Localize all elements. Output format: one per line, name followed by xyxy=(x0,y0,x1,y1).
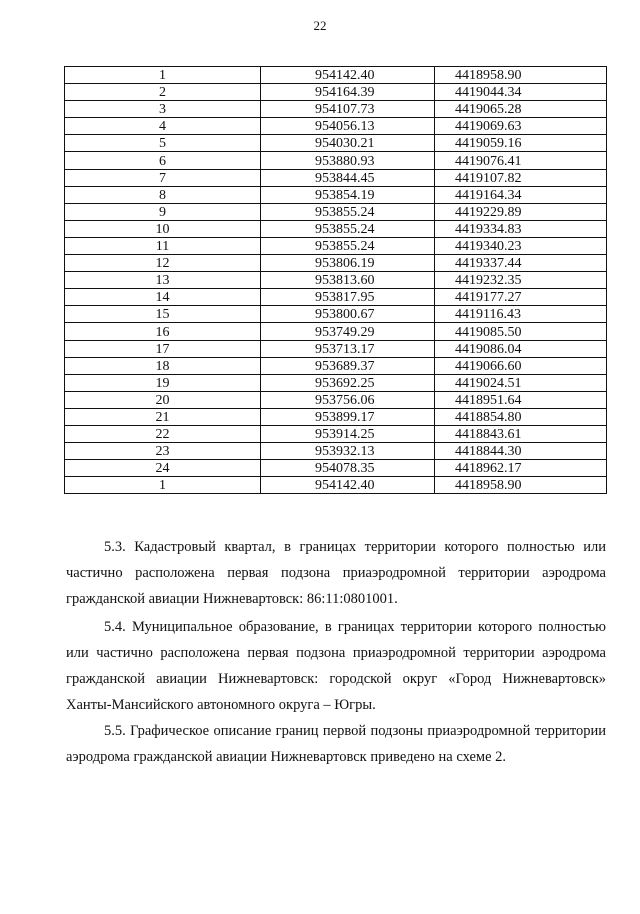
x-coordinate-cell: 953713.17 xyxy=(261,340,435,357)
point-number-cell: 17 xyxy=(65,340,261,357)
x-coordinate-cell: 953844.45 xyxy=(261,169,435,186)
page-number: 22 xyxy=(313,18,327,33)
table-row xyxy=(65,237,607,254)
table-row xyxy=(65,135,607,152)
y-coordinate-cell: 4419164.34 xyxy=(435,186,607,203)
paragraph-5-3: 5.3. Кадастровый квартал, в границах территории которого полностью или частично расположена первая подзона приаэродромной территории аэродрома гражданской авиации Нижневартовск: 86:11:0801001. xyxy=(66,539,606,607)
point-number-cell: 2 xyxy=(65,84,261,101)
table-row xyxy=(65,101,607,118)
point-number-cell: 1 xyxy=(65,477,261,494)
y-coordinate-cell: 4419116.43 xyxy=(435,306,607,323)
table-row xyxy=(65,84,607,101)
table-row xyxy=(65,477,607,494)
point-number-cell: 9 xyxy=(65,203,261,220)
table-row xyxy=(65,220,607,237)
x-coordinate-cell: 953817.95 xyxy=(261,289,435,306)
x-coordinate-cell: 953880.93 xyxy=(261,152,435,169)
point-number-cell: 14 xyxy=(65,289,261,306)
point-number-cell: 12 xyxy=(65,255,261,272)
y-coordinate-cell: 4419177.27 xyxy=(435,289,607,306)
table-row xyxy=(65,67,607,84)
point-number-cell: 19 xyxy=(65,374,261,391)
y-coordinate-cell: 4418854.80 xyxy=(435,408,607,425)
point-number-cell: 5 xyxy=(65,135,261,152)
y-coordinate-cell: 4419337.44 xyxy=(435,255,607,272)
x-coordinate-cell: 953800.67 xyxy=(261,306,435,323)
x-coordinate-cell: 954078.35 xyxy=(261,460,435,477)
point-number-cell: 6 xyxy=(65,152,261,169)
y-coordinate-cell: 4419044.34 xyxy=(435,84,607,101)
x-coordinate-cell: 954142.40 xyxy=(261,477,435,494)
table-row xyxy=(65,323,607,340)
point-number-cell: 8 xyxy=(65,186,261,203)
y-coordinate-cell: 4419076.41 xyxy=(435,152,607,169)
x-coordinate-cell: 953855.24 xyxy=(261,203,435,220)
y-coordinate-cell: 4418951.64 xyxy=(435,391,607,408)
y-coordinate-cell: 4419066.60 xyxy=(435,357,607,374)
x-coordinate-cell: 954164.39 xyxy=(261,84,435,101)
point-number-cell: 18 xyxy=(65,357,261,374)
y-coordinate-cell: 4419229.89 xyxy=(435,203,607,220)
x-coordinate-cell: 953899.17 xyxy=(261,408,435,425)
coordinates-table xyxy=(64,66,607,494)
paragraph-5-4: 5.4. Муниципальное образование, в границах территории которого полностью или частично расположена первая подзона приаэродромной территории аэродрома гражданской авиации Нижневартовск: городской округ «Город Нижневартовск» Ханты-Мансийского автономного округа – Югры. xyxy=(66,619,606,713)
x-coordinate-cell: 953813.60 xyxy=(261,272,435,289)
x-coordinate-cell: 953749.29 xyxy=(261,323,435,340)
table-row xyxy=(65,408,607,425)
y-coordinate-cell: 4418962.17 xyxy=(435,460,607,477)
point-number-cell: 1 xyxy=(65,67,261,84)
point-number-cell: 11 xyxy=(65,237,261,254)
table-row xyxy=(65,460,607,477)
x-coordinate-cell: 953854.19 xyxy=(261,186,435,203)
table-row xyxy=(65,152,607,169)
y-coordinate-cell: 4418843.61 xyxy=(435,425,607,442)
table-row xyxy=(65,306,607,323)
table-row xyxy=(65,186,607,203)
y-coordinate-cell: 4418844.30 xyxy=(435,443,607,460)
table-row xyxy=(65,169,607,186)
x-coordinate-cell: 954056.13 xyxy=(261,118,435,135)
point-number-cell: 20 xyxy=(65,391,261,408)
point-number-cell: 3 xyxy=(65,101,261,118)
point-number-cell: 13 xyxy=(65,272,261,289)
x-coordinate-cell: 953855.24 xyxy=(261,220,435,237)
y-coordinate-cell: 4419065.28 xyxy=(435,101,607,118)
y-coordinate-cell: 4418958.90 xyxy=(435,67,607,84)
x-coordinate-cell: 953932.13 xyxy=(261,443,435,460)
table-row xyxy=(65,425,607,442)
point-number-cell: 7 xyxy=(65,169,261,186)
table-row xyxy=(65,203,607,220)
y-coordinate-cell: 4419232.35 xyxy=(435,272,607,289)
y-coordinate-cell: 4419059.16 xyxy=(435,135,607,152)
y-coordinate-cell: 4419334.83 xyxy=(435,220,607,237)
point-number-cell: 4 xyxy=(65,118,261,135)
table-row xyxy=(65,340,607,357)
paragraph-5-5: 5.5. Графическое описание границ первой подзоны приаэродромной территории аэродрома гражданской авиации Нижневартовск приведено на схеме 2. xyxy=(66,723,606,765)
y-coordinate-cell: 4419024.51 xyxy=(435,374,607,391)
coordinates-table-body xyxy=(65,67,607,494)
x-coordinate-cell: 953689.37 xyxy=(261,357,435,374)
x-coordinate-cell: 954142.40 xyxy=(261,67,435,84)
table-row xyxy=(65,391,607,408)
table-row xyxy=(65,443,607,460)
table-row xyxy=(65,255,607,272)
y-coordinate-cell: 4419069.63 xyxy=(435,118,607,135)
table-row xyxy=(65,357,607,374)
y-coordinate-cell: 4419086.04 xyxy=(435,340,607,357)
y-coordinate-cell: 4418958.90 xyxy=(435,477,607,494)
x-coordinate-cell: 954030.21 xyxy=(261,135,435,152)
table-row xyxy=(65,118,607,135)
point-number-cell: 23 xyxy=(65,443,261,460)
x-coordinate-cell: 953756.06 xyxy=(261,391,435,408)
x-coordinate-cell: 953806.19 xyxy=(261,255,435,272)
y-coordinate-cell: 4419107.82 xyxy=(435,169,607,186)
y-coordinate-cell: 4419340.23 xyxy=(435,237,607,254)
y-coordinate-cell: 4419085.50 xyxy=(435,323,607,340)
point-number-cell: 16 xyxy=(65,323,261,340)
point-number-cell: 10 xyxy=(65,220,261,237)
x-coordinate-cell: 954107.73 xyxy=(261,101,435,118)
point-number-cell: 15 xyxy=(65,306,261,323)
table-row xyxy=(65,374,607,391)
x-coordinate-cell: 953692.25 xyxy=(261,374,435,391)
point-number-cell: 21 xyxy=(65,408,261,425)
point-number-cell: 22 xyxy=(65,425,261,442)
table-row xyxy=(65,272,607,289)
x-coordinate-cell: 953914.25 xyxy=(261,425,435,442)
table-row xyxy=(65,289,607,306)
point-number-cell: 24 xyxy=(65,460,261,477)
x-coordinate-cell: 953855.24 xyxy=(261,237,435,254)
